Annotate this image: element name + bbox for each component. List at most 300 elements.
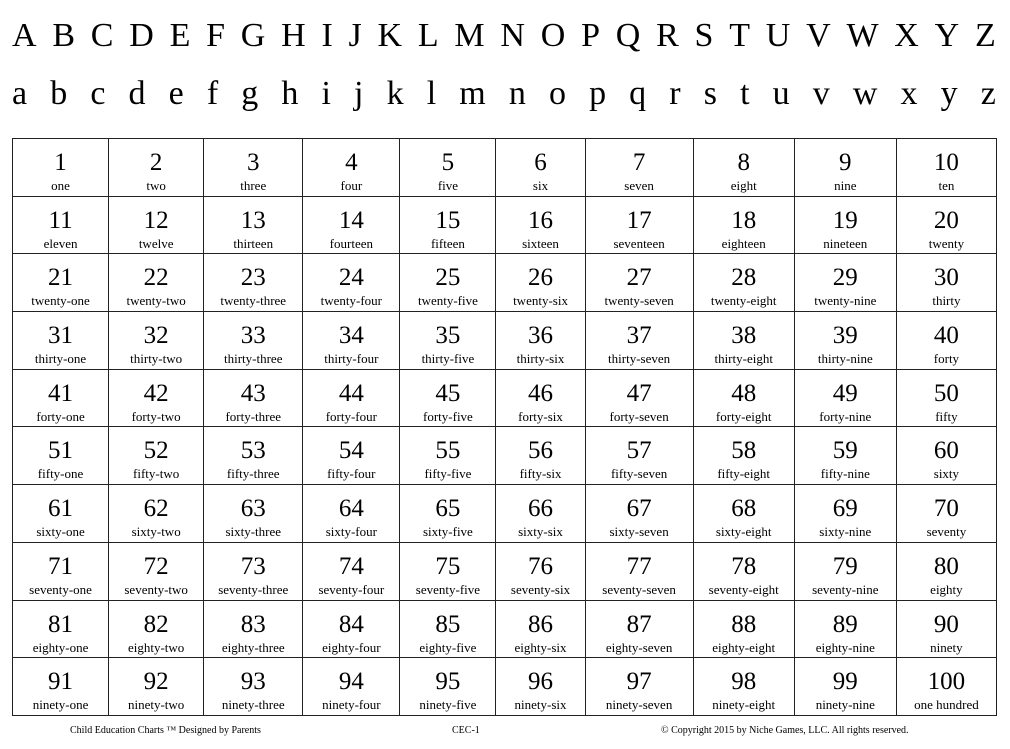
number-word: seventeen — [613, 235, 665, 251]
uppercase-letter: N — [500, 17, 525, 54]
number-numeral: 9 — [839, 149, 852, 176]
number-word: fifty-six — [519, 466, 562, 482]
number-numeral: 38 — [731, 322, 757, 350]
number-cell — [896, 196, 996, 254]
lowercase-letter: y — [940, 75, 958, 112]
number-word: eighty-one — [32, 639, 89, 655]
number-word: seventy-one — [29, 581, 92, 597]
number-numeral: 16 — [528, 206, 553, 234]
number-cell — [794, 312, 896, 370]
number-numeral: 5 — [441, 149, 455, 176]
number-word: sixty-nine — [819, 524, 872, 540]
numbers-table — [12, 138, 997, 716]
number-cell — [109, 369, 204, 427]
number-word: fifty-seven — [610, 466, 668, 482]
number-numeral: 67 — [626, 495, 652, 523]
number-numeral: 84 — [338, 610, 364, 638]
number-numeral: 13 — [240, 206, 266, 234]
lowercase-letter: h — [281, 75, 299, 112]
number-word: fifteen — [430, 235, 465, 251]
number-word: twenty-eight — [710, 293, 777, 309]
uppercase-letter: G — [240, 17, 266, 54]
number-word: eighty-two — [127, 639, 185, 655]
lowercase-letter: f — [206, 75, 219, 112]
number-word: thirty-five — [421, 351, 475, 367]
number-word: ninety — [930, 639, 963, 655]
number-word: seventy-five — [415, 581, 481, 597]
number-numeral: 76 — [528, 552, 553, 580]
uppercase-letter: J — [348, 17, 362, 54]
lowercase-letter: m — [459, 75, 486, 112]
number-cell — [109, 485, 204, 543]
number-word: fifty-four — [327, 466, 376, 482]
number-cell — [13, 485, 109, 543]
uppercase-letter: C — [90, 17, 114, 54]
number-word: eighty-five — [419, 639, 477, 655]
number-numeral: 11 — [48, 206, 73, 234]
number-cell — [794, 485, 896, 543]
number-numeral: 83 — [240, 610, 266, 638]
number-numeral: 75 — [435, 552, 461, 580]
number-numeral: 45 — [435, 379, 461, 407]
number-numeral: 22 — [143, 264, 169, 292]
number-numeral: 99 — [832, 668, 858, 696]
number-cell — [109, 600, 204, 658]
number-numeral: 90 — [933, 610, 959, 638]
number-cell — [896, 369, 996, 427]
number-word: seventy-eight — [708, 581, 779, 597]
uppercase-letter: B — [52, 17, 76, 54]
number-word: eleven — [43, 235, 78, 251]
uppercase-letter: O — [540, 17, 566, 54]
number-numeral: 86 — [528, 610, 553, 638]
lowercase-letter: t — [740, 75, 750, 112]
number-numeral: 53 — [240, 437, 266, 465]
lowercase-letter: b — [50, 75, 68, 112]
lowercase-letter: g — [241, 75, 259, 112]
uppercase-letter: Q — [615, 17, 641, 54]
number-cell — [13, 139, 109, 197]
number-cell — [109, 196, 204, 254]
number-word: twenty-seven — [604, 293, 674, 309]
number-cell — [693, 139, 794, 197]
number-cell — [303, 600, 400, 658]
uppercase-alphabet-row — [12, 16, 996, 56]
number-cell — [585, 485, 693, 543]
number-numeral: 91 — [48, 668, 74, 696]
number-cell — [693, 196, 794, 254]
table-row — [13, 485, 997, 543]
number-cell — [303, 542, 400, 600]
number-word: fifty-eight — [717, 466, 771, 482]
table-row — [13, 658, 997, 716]
number-numeral: 73 — [240, 552, 266, 580]
lowercase-letter: k — [386, 75, 404, 112]
number-numeral: 100 — [927, 668, 966, 696]
number-cell — [13, 369, 109, 427]
number-cell — [693, 312, 794, 370]
number-word: fourteen — [329, 235, 373, 251]
lowercase-letter: o — [548, 75, 566, 112]
number-numeral: 97 — [626, 668, 652, 696]
number-word: seventy-four — [318, 581, 385, 597]
number-numeral: 39 — [832, 322, 858, 350]
number-cell — [109, 542, 204, 600]
number-cell — [303, 312, 400, 370]
number-cell — [204, 254, 303, 312]
uppercase-letter: W — [846, 17, 879, 54]
lowercase-letter: a — [12, 75, 28, 112]
number-word: forty-four — [325, 408, 377, 424]
number-cell — [13, 600, 109, 658]
number-numeral: 17 — [626, 206, 652, 234]
number-cell — [204, 312, 303, 370]
number-word: thirty-two — [130, 351, 183, 367]
number-word: ninety-six — [514, 697, 567, 713]
number-cell — [303, 254, 400, 312]
lowercase-letter: p — [589, 75, 607, 112]
uppercase-letter: L — [417, 17, 439, 54]
number-numeral: 98 — [731, 668, 757, 696]
number-cell — [585, 369, 693, 427]
number-word: twenty-four — [320, 293, 383, 309]
number-cell — [400, 196, 496, 254]
number-word: one hundred — [914, 697, 979, 713]
number-word: seventy-nine — [812, 581, 879, 597]
number-cell — [13, 658, 109, 716]
number-cell — [585, 196, 693, 254]
number-word: eight — [730, 178, 757, 193]
number-word: forty-five — [423, 408, 473, 424]
number-numeral: 87 — [626, 610, 652, 638]
number-word: five — [437, 178, 459, 193]
lowercase-letter: u — [772, 75, 790, 112]
number-numeral: 2 — [149, 149, 163, 176]
number-numeral: 32 — [143, 322, 169, 350]
number-word: sixty-two — [131, 524, 181, 540]
number-word: forty — [933, 351, 960, 367]
lowercase-letter: s — [703, 75, 717, 112]
number-word: fifty-two — [133, 466, 180, 482]
number-numeral: 58 — [731, 437, 757, 465]
number-word: sixty-five — [423, 524, 473, 540]
number-numeral: 26 — [528, 264, 553, 292]
number-numeral: 44 — [338, 379, 364, 407]
lowercase-alphabet-row — [12, 74, 996, 114]
uppercase-letter: Z — [974, 17, 996, 54]
number-word: sixty-eight — [715, 524, 772, 540]
footer-series-credit: Child Education Charts ™ Designed by Parents — [70, 725, 261, 736]
number-cell — [303, 139, 400, 197]
number-word: ninety-four — [322, 697, 381, 713]
lowercase-letter: v — [812, 75, 830, 112]
number-word: fifty-nine — [820, 466, 870, 482]
number-word: seventy-two — [124, 581, 188, 597]
number-word: eighty-nine — [815, 639, 875, 655]
number-numeral: 20 — [933, 206, 959, 234]
number-cell — [794, 196, 896, 254]
number-cell — [13, 427, 109, 485]
lowercase-letter: q — [629, 75, 647, 112]
uppercase-letter: I — [321, 17, 333, 54]
number-numeral: 10 — [933, 149, 959, 176]
number-cell — [896, 658, 996, 716]
number-word: ninety-three — [221, 697, 285, 713]
number-word: forty-one — [36, 408, 85, 424]
uppercase-letter: T — [729, 17, 751, 54]
number-numeral: 71 — [48, 552, 74, 580]
number-word: sixty-four — [325, 524, 377, 540]
number-numeral: 23 — [240, 264, 266, 292]
number-numeral: 74 — [338, 552, 364, 580]
number-numeral: 77 — [626, 552, 652, 580]
number-cell — [496, 542, 585, 600]
number-numeral: 49 — [832, 379, 858, 407]
number-word: fifty-one — [37, 466, 84, 482]
number-numeral: 18 — [731, 206, 757, 234]
number-numeral: 8 — [737, 149, 750, 176]
uppercase-letter: R — [656, 17, 679, 54]
number-numeral: 7 — [632, 149, 646, 176]
number-word: one — [51, 178, 70, 193]
lowercase-letter: n — [508, 75, 526, 112]
number-cell — [400, 312, 496, 370]
number-word: sixty — [933, 466, 960, 482]
number-numeral: 41 — [48, 379, 74, 407]
number-numeral: 82 — [143, 610, 169, 638]
number-numeral: 15 — [435, 206, 461, 234]
number-word: seventy-three — [218, 581, 289, 597]
number-cell — [109, 427, 204, 485]
number-cell — [585, 600, 693, 658]
uppercase-letter: K — [377, 17, 403, 54]
number-word: four — [340, 178, 363, 193]
number-numeral: 35 — [435, 322, 461, 350]
number-numeral: 72 — [143, 552, 169, 580]
number-numeral: 12 — [143, 206, 169, 234]
number-numeral: 69 — [832, 495, 858, 523]
number-word: sixty-one — [36, 524, 85, 540]
number-cell — [204, 139, 303, 197]
number-numeral: 19 — [832, 206, 858, 234]
number-numeral: 6 — [534, 149, 547, 176]
number-word: sixty-three — [225, 524, 282, 540]
number-cell — [794, 369, 896, 427]
number-cell — [496, 312, 585, 370]
number-cell — [13, 542, 109, 600]
uppercase-letter: P — [581, 17, 600, 54]
number-cell — [693, 369, 794, 427]
number-cell — [303, 369, 400, 427]
number-numeral: 43 — [240, 379, 266, 407]
number-word: thirty-six — [516, 351, 565, 367]
number-word: thirty-three — [223, 351, 283, 367]
number-word: thirty-eight — [714, 351, 773, 367]
number-word: ninety-one — [32, 697, 89, 713]
number-word: two — [146, 178, 166, 193]
number-cell — [496, 427, 585, 485]
number-cell — [693, 427, 794, 485]
number-cell — [496, 485, 585, 543]
number-numeral: 54 — [338, 437, 364, 465]
lowercase-letter: z — [980, 75, 996, 112]
number-word: fifty-five — [424, 466, 472, 482]
number-cell — [794, 427, 896, 485]
number-word: twenty-five — [417, 293, 478, 309]
number-word: nineteen — [823, 235, 868, 251]
number-cell — [109, 312, 204, 370]
lowercase-letter: r — [669, 75, 681, 112]
number-cell — [794, 600, 896, 658]
number-numeral: 78 — [731, 552, 757, 580]
number-cell — [794, 658, 896, 716]
footer-copyright: © Copyright 2015 by Niche Games, LLC. All rights reserved. — [661, 725, 909, 736]
number-cell — [585, 427, 693, 485]
number-cell — [896, 312, 996, 370]
number-word: thirty-seven — [608, 351, 671, 367]
lowercase-letter: d — [128, 75, 146, 112]
lowercase-letter: x — [900, 75, 918, 112]
number-cell — [794, 542, 896, 600]
uppercase-letter: S — [694, 17, 714, 54]
number-cell — [585, 542, 693, 600]
number-cell — [109, 254, 204, 312]
number-cell — [496, 196, 585, 254]
number-numeral: 94 — [338, 668, 364, 696]
number-numeral: 40 — [933, 322, 959, 350]
number-cell — [400, 139, 496, 197]
number-cell — [693, 485, 794, 543]
number-word: twenty — [928, 235, 965, 251]
number-word: seven — [624, 178, 654, 193]
number-cell — [693, 254, 794, 312]
number-numeral: 57 — [626, 437, 652, 465]
table-row — [13, 254, 997, 312]
number-cell — [794, 254, 896, 312]
uppercase-letter: A — [12, 17, 37, 54]
number-cell — [896, 139, 996, 197]
number-numeral: 81 — [48, 610, 74, 638]
table-row — [13, 139, 997, 197]
number-cell — [13, 254, 109, 312]
number-word: forty-seven — [609, 408, 669, 424]
number-numeral: 42 — [143, 379, 169, 407]
table-row — [13, 312, 997, 370]
number-numeral: 89 — [832, 610, 858, 638]
number-numeral: 85 — [435, 610, 461, 638]
number-word: ninety-five — [419, 697, 477, 713]
number-cell — [400, 485, 496, 543]
number-numeral: 93 — [240, 668, 266, 696]
uppercase-letter: X — [894, 17, 919, 54]
table-row — [13, 196, 997, 254]
lowercase-letter: l — [426, 75, 437, 112]
number-numeral: 59 — [832, 437, 858, 465]
number-word: forty-three — [225, 408, 282, 424]
number-cell — [896, 600, 996, 658]
number-numeral: 92 — [143, 668, 169, 696]
number-numeral: 96 — [528, 668, 553, 696]
number-cell — [896, 485, 996, 543]
number-word: seventy-seven — [602, 581, 676, 597]
number-word: sixteen — [522, 235, 559, 251]
number-numeral: 37 — [626, 322, 652, 350]
number-cell — [496, 600, 585, 658]
number-numeral: 95 — [435, 668, 461, 696]
number-cell — [400, 369, 496, 427]
number-word: eighty — [930, 581, 963, 597]
number-word: ninety-nine — [815, 697, 875, 713]
uppercase-letter: D — [129, 17, 154, 54]
number-numeral: 48 — [731, 379, 757, 407]
number-cell — [496, 139, 585, 197]
uppercase-letter: U — [765, 17, 791, 54]
number-word: eighty-three — [221, 639, 285, 655]
number-word: seventy — [926, 524, 967, 540]
uppercase-letter: Y — [934, 17, 960, 54]
number-numeral: 63 — [240, 495, 266, 523]
number-numeral: 29 — [832, 264, 858, 292]
number-word: eighty-six — [514, 639, 567, 655]
number-cell — [204, 542, 303, 600]
number-cell — [693, 658, 794, 716]
number-word: thirty-four — [324, 351, 379, 367]
lowercase-letter: i — [321, 75, 331, 112]
number-cell — [896, 427, 996, 485]
number-word: sixty-six — [518, 524, 563, 540]
table-row — [13, 542, 997, 600]
number-numeral: 25 — [435, 264, 461, 292]
number-numeral: 36 — [528, 322, 553, 350]
number-word: ninety-seven — [605, 697, 673, 713]
number-numeral: 3 — [246, 149, 260, 176]
number-cell — [204, 485, 303, 543]
table-row — [13, 600, 997, 658]
number-numeral: 1 — [54, 149, 67, 176]
number-word: twenty-three — [220, 293, 287, 309]
number-numeral: 61 — [48, 495, 74, 523]
number-word: twelve — [138, 235, 174, 251]
table-row — [13, 427, 997, 485]
number-numeral: 65 — [435, 495, 461, 523]
number-cell — [13, 196, 109, 254]
number-cell — [585, 139, 693, 197]
uppercase-letter: F — [206, 17, 226, 54]
number-word: forty-six — [518, 408, 563, 424]
number-cell — [204, 427, 303, 485]
number-cell — [585, 254, 693, 312]
number-cell — [109, 658, 204, 716]
number-cell — [303, 427, 400, 485]
number-word: twenty-six — [513, 293, 568, 309]
number-numeral: 66 — [528, 495, 553, 523]
number-word: fifty — [935, 408, 958, 424]
number-cell — [794, 139, 896, 197]
number-numeral: 28 — [731, 264, 757, 292]
number-word: forty-eight — [715, 408, 772, 424]
number-numeral: 80 — [933, 552, 959, 580]
lowercase-letter: j — [354, 75, 364, 112]
number-word: eighty-four — [322, 639, 381, 655]
number-numeral: 14 — [338, 206, 364, 234]
lowercase-letter: e — [168, 75, 184, 112]
number-numeral: 31 — [48, 322, 74, 350]
number-numeral: 50 — [933, 379, 959, 407]
number-numeral: 52 — [143, 437, 169, 465]
number-word: seventy-six — [510, 581, 571, 597]
number-cell — [109, 139, 204, 197]
number-numeral: 56 — [528, 437, 553, 465]
